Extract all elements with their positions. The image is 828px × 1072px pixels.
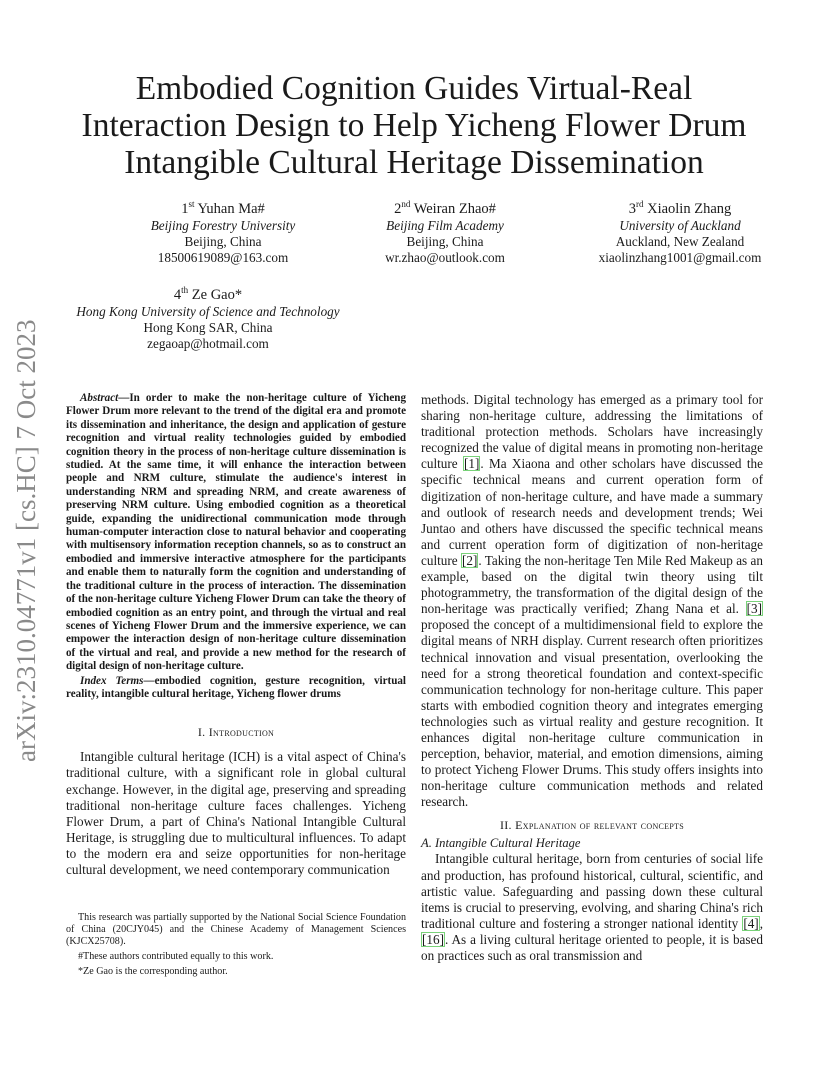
title-line-3: Intangible Cultural Heritage Dissemination xyxy=(124,144,704,181)
arxiv-identifier-stamp xyxy=(6,292,46,762)
section-heading-concepts: II. Explanation of relevant concepts xyxy=(499,818,685,833)
author-email[interactable]: xiaolinzhang1001@gmail.com xyxy=(598,250,762,266)
abstract xyxy=(66,392,406,674)
author-affiliation: University of Auckland xyxy=(619,218,741,233)
footnotes xyxy=(66,912,406,978)
author-name: 1st Yuhan Ma# xyxy=(181,199,265,217)
index-terms-label: Index Terms xyxy=(80,674,144,687)
citation-link[interactable]: [2] xyxy=(461,552,478,568)
author-block-3 xyxy=(580,200,780,267)
right-column xyxy=(421,392,763,964)
title-line-2: Interaction Design to Help Yicheng Flower Drum xyxy=(81,107,747,144)
citation-link[interactable]: [4] xyxy=(743,915,759,931)
citation-link[interactable]: [3] xyxy=(746,601,762,617)
index-terms-text: —embodied cognition, gesture recognition, virtual reality, intangible cultural heritage, Yicheng flower drums xyxy=(66,674,406,700)
citation-link[interactable]: [1] xyxy=(463,456,480,472)
ich-paragraph: Intangible cultural heritage, born from centuries of social life and production, has profound historical, cultural, scientific, and artistic value. Safeguarding and passing down these cultural items is crucial to preserving, evolving, and sharing China's rich traditional culture and fostering a stronger national identity [4], [16]. As a living cultural heritage oriented to people, it is based on practices such as oral transmission and xyxy=(421,851,763,963)
arxiv-stamp-text: arXiv:2310.04771v1 [cs.HC] 7 Oct 2023 xyxy=(11,319,41,762)
author-block-2 xyxy=(345,200,545,267)
author-email[interactable]: zegaoap@hotmail.com xyxy=(147,336,269,352)
footnote-funding: This research was partially supported by the National Social Science Foundation of China (20CJY045) and the Chinese Academy of Management Sciences (KJCX25708). xyxy=(66,912,406,947)
author-name: 4th Ze Gao* xyxy=(173,285,243,303)
author-location: Beijing, China xyxy=(406,234,484,250)
footnote-corresponding-author: *Ze Gao is the corresponding author. xyxy=(78,966,228,977)
author-email[interactable]: wr.zhao@outlook.com xyxy=(385,250,505,266)
author-affiliation: Beijing Film Academy xyxy=(386,218,504,233)
index-terms xyxy=(66,675,406,702)
subsection-heading-ich: A. Intangible Cultural Heritage xyxy=(421,836,581,851)
author-affiliation: Hong Kong University of Science and Technology xyxy=(76,304,340,319)
author-block-1 xyxy=(118,200,328,267)
left-column xyxy=(66,392,406,878)
intro-continued-paragraph: methods. Digital technology has emerged as a primary tool for sharing non-heritage culture, addressing the limitations of traditional protection methods. Scholars have increasingly recognized the value of digital means in promoting non-heritage culture [1]. Ma Xiaona and other scholars have discussed the specific technical means and current operation form of digitization of non-heritage culture, and have made a summary and outlook of research needs and development trends; Wei Juntao and others have discussed the specific technical means and current operation form of digitization of non-heritage culture [2]. Taking the non-heritage Ten Mile Red Makeup as an example, based on the digital twin theory using tilt photogrammetry, the transformation of the digital design of the non-heritage was practically verified; Zhang Nana et al. [3] proposed the concept of a multidimensional field to explore the digital means of NRH display. Current research often prioritizes technical innovation and visual presentation, overlooking the need for a strong theoretical foundation and context-specific communication technology for non-heritage culture. This paper starts with embodied cognition theory and integrates emerging technologies such as virtual reality and gesture recognition. It enhances digital non-heritage culture communication in perception, behavior, material, and emotion dimensions, aiming to protect Yicheng Flower Drums. This study offers insights into non-heritage culture communication methods and related research. xyxy=(421,392,763,810)
author-location: Beijing, China xyxy=(184,234,262,250)
footnote-equal-contribution: #These authors contributed equally to this work. xyxy=(78,951,274,962)
title-line-1: Embodied Cognition Guides Virtual-Real xyxy=(135,70,693,107)
author-name: 3rd Xiaolin Zhang xyxy=(628,199,732,217)
abstract-text: —In order to make the non-heritage culture of Yicheng Flower Drum more relevant to the trend of the digital era and promote its dissemination and inheritance, the design and application of gesture recognition and virtual reality technologies guided by embodied cognition theory in the process of non-heritage culture dissemination is studied. At the same time, it will enhance the interaction between people and NRM culture, stimulate the audience's interest in understanding NRM and spreading NRM, and create awareness of preserving NRM culture. Using embodied cognition as a theoretical guide, expanding the unidirectional communication mode through human-computer interaction close to natural behavior and cooperating with multisensory information reception channels, so as to construct an embodied and immersive interactive atmosphere for the participants and enable them to naturally form the cognition and understanding of the traditional culture in the process of interaction. The dissemination of the non-heritage culture Yicheng Flower Drum can take the theory of embodied cognition as an entry point, and through the virtual and real scenes of Yicheng Flower Drum and the immersive experience, we can empower the interaction design of non-heritage culture dissemination of the virtual and real, and provide a new method for the research of digital design of non-heritage culture. xyxy=(66,392,406,673)
author-affiliation: Beijing Forestry University xyxy=(150,218,296,233)
author-location: Auckland, New Zealand xyxy=(615,234,745,250)
citation-link[interactable]: [16] xyxy=(422,931,444,947)
author-location: Hong Kong SAR, China xyxy=(143,320,273,336)
section-heading-introduction: I. Introduction xyxy=(197,725,275,740)
author-block-4 xyxy=(58,286,358,353)
author-email[interactable]: 18500619089@163.com xyxy=(157,250,289,266)
author-name: 2nd Weiran Zhao# xyxy=(394,199,496,217)
paper-title xyxy=(60,70,768,181)
abstract-label: Abstract xyxy=(80,392,119,404)
introduction-paragraph: Intangible cultural heritage (ICH) is a vital aspect of China's traditional culture, with a significant role in global cultural exchange. However, in the digital age, preserving and spreading traditional non-heritage culture faces challenges. Yicheng Flower Drum, a part of China's National Intangible Cultural Heritage, is struggling due to multicultural influences. To adapt to the modern era and seize opportunities for non-heritage cultural development, we need contemporary communication xyxy=(66,749,406,877)
